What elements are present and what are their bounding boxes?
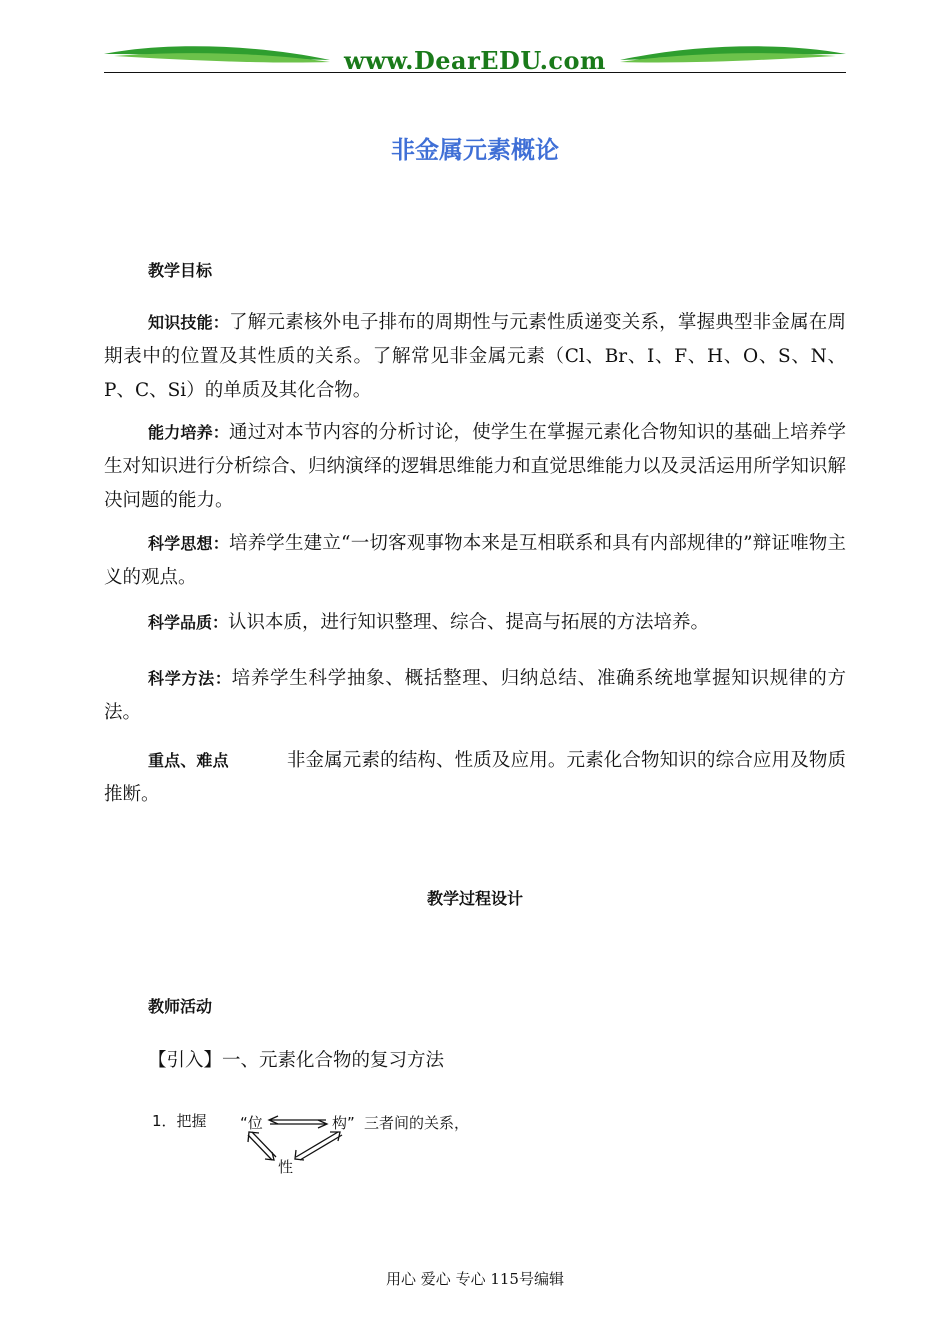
site-logo: www.DearEDU.com — [344, 46, 606, 75]
diagram-suffix: 三者间的关系， — [364, 1114, 470, 1132]
page-title: 非金属元素概论 — [391, 136, 559, 164]
diagram-node-property: 性 — [278, 1158, 294, 1176]
objective-label: 科学品质： — [148, 613, 229, 632]
objective-thought — [104, 527, 846, 595]
relationship-diagram — [148, 1110, 508, 1180]
header-divider — [104, 72, 846, 73]
objective-text: 了解元素核外电子排布的周期性与元素性质递变关系，掌握典型非金属在周期表中的位置及其性质的关系。了解常见非金属元素（Cl、Br、I、F、H、O、S、N、P、C、Si）的单质及其化合物。 — [104, 312, 846, 401]
objective-label: 知识技能： — [148, 313, 230, 332]
process-heading: 教学过程设计 — [426, 889, 523, 908]
objective-text: 培养学生科学抽象、概括整理、归纳总结、准确系统地掌握知识规律的方法。 — [104, 668, 846, 723]
diagram-number: 1．把握 — [152, 1112, 207, 1130]
objective-text: 培养学生建立“一切客观事物本来是互相联系和具有内部规律的”辩证唯物主义的观点。 — [104, 533, 846, 588]
site-header — [104, 40, 846, 80]
diagram-arrows-icon — [148, 1110, 508, 1180]
objective-label: 能力培养： — [148, 423, 230, 442]
objective-key-points — [104, 744, 846, 812]
objective-knowledge — [104, 306, 846, 408]
objective-text: 非金属元素的结构、性质及应用。元素化合物知识的综合应用及物质推断。 — [104, 750, 846, 805]
diagram-node-position: “位 — [240, 1114, 263, 1132]
teacher-activity-heading: 教师活动 — [148, 997, 213, 1016]
intro-line: 【引入】一、元素化合物的复习方法 — [148, 1050, 445, 1071]
objective-text: 认识本质，进行知识整理、综合、提高与拓展的方法培养。 — [228, 612, 710, 633]
objective-text: 通过对本节内容的分析讨论，使学生在掌握元素化合物知识的基础上培养学生对知识进行分析综合、归纳演绎的逻辑思维能力和直觉思维能力以及灵活运用所学知识解决问题的能力。 — [104, 422, 846, 511]
diagram-node-structure: 构” — [332, 1114, 355, 1132]
objectives-heading: 教学目标 — [148, 261, 213, 280]
objective-label: 科学方法： — [148, 669, 232, 688]
objective-quality — [104, 606, 846, 640]
objective-label: 科学思想： — [148, 534, 229, 553]
page-footer: 用心 爱心 专心 115号编辑 — [386, 1270, 564, 1288]
objective-label: 重点、难点 — [148, 751, 229, 770]
objective-method — [104, 662, 846, 730]
objective-ability — [104, 416, 846, 518]
